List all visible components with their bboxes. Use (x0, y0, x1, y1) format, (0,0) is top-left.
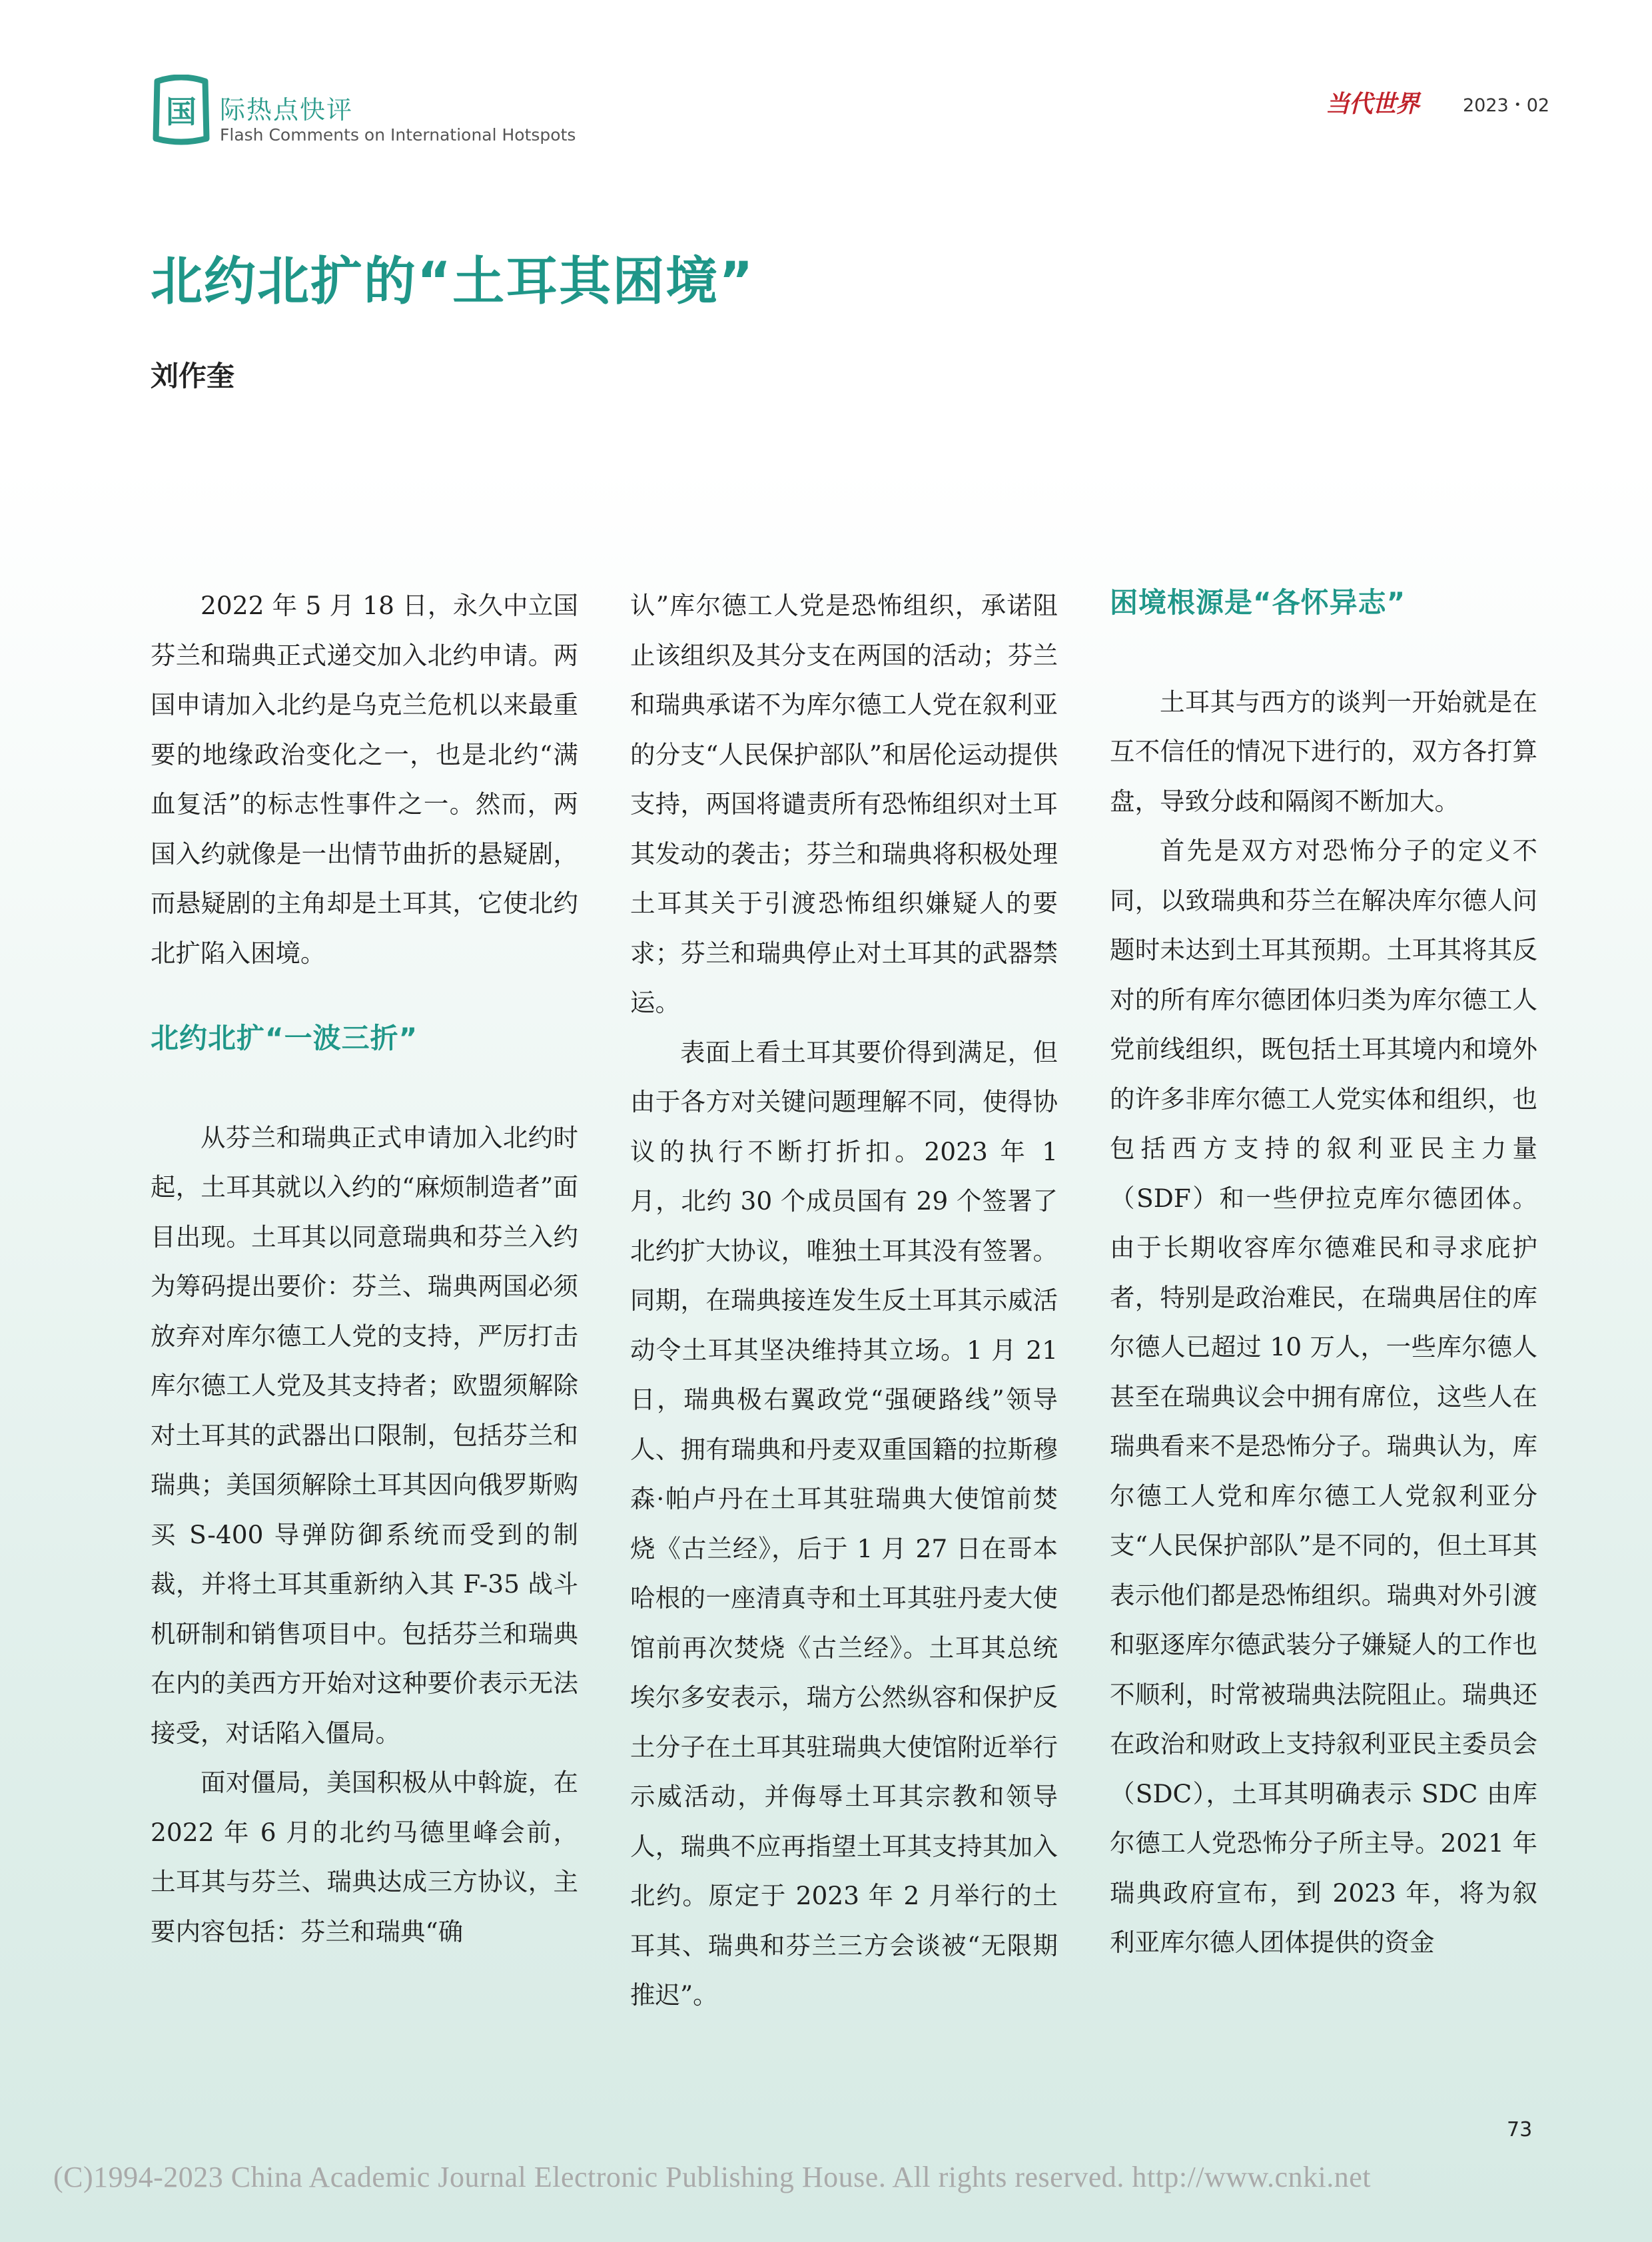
paragraph: 2022 年 5 月 18 日，永久中立国芬兰和瑞典正式递交加入北约申请。两国申请加入北约是乌克兰危机以来最重要的地缘政治变化之一，也是北约“满血复活”的标志性事件之一。然而，两国入约就像是一出情节曲折的悬疑剧，而悬疑剧的主角却是土耳其，它使北约北扩陷入困境。 (151, 591, 578, 968)
magazine-logo: 当代世界 (1326, 90, 1420, 118)
text-column-3 (1110, 578, 1537, 1968)
issue-number: 2023・02 (1463, 95, 1550, 116)
column-subtitle: Flash Comments on International Hotspots (220, 125, 576, 145)
text-column-1 (151, 581, 578, 1956)
column-logo-icon (151, 75, 212, 145)
column-logo-char: 国 (166, 94, 197, 130)
page-number: 73 (1507, 2118, 1533, 2141)
section-heading: 北约北扩“一波三折” (151, 1022, 418, 1054)
paragraph: 面对僵局，美国积极从中斡旋，在 2022 年 6 月的北约马德里峰会前，土耳其与芬兰、瑞典达成三方协议，主要内容包括：芬兰和瑞典“确 (151, 1768, 578, 1946)
paragraph: 土耳其与西方的谈判一开始就是在互不信任的情况下进行的，双方各打算盘，导致分歧和隔阂不断加大。 (1110, 687, 1537, 816)
copyright-notice: (C)1994-2023 China Academic Journal Electronic Publishing House. All rights reserved. http://www.cnki.net (53, 2161, 1371, 2193)
column-title: 际热点快评 (220, 95, 354, 125)
paragraph: 首先是双方对恐怖分子的定义不同，以致瑞典和芬兰在解决库尔德人问题时未达到土耳其预期。土耳其将其反对的所有库尔德团体归类为库尔德工人党前线组织，既包括土耳其境内和境外的许多非库尔德工人党实体和组织，也包括西方支持的叙利亚民主力量（SDF）和一些伊拉克库尔德团体。由于长期收容库尔德难民和寻求庇护者，特别是政治难民，在瑞典居住的库尔德人已超过 10 万人，一些库尔德人甚至在瑞典议会中拥有席位，这些人在瑞典看来不是恐怖分子。瑞典认为，库尔德工人党和库尔德工人党叙利亚分支“人民保护部队”是不同的，但土耳其表示他们都是恐怖组织。瑞典对外引渡和驱逐库尔德武装分子嫌疑人的工作也不顺利，时常被瑞典法院阻止。瑞典还在政治和财政上支持叙利亚民主委员会（SDC），土耳其明确表示 SDC 由库尔德工人党恐怖分子所主导。2021 年瑞典政府宣布，到 2023 年，将为叙利亚库尔德人团体提供的资金 (1110, 836, 1537, 1957)
paragraph: 表面上看土耳其要价得到满足，但由于各方对关键问题理解不同，使得协议的执行不断打折扣。2023 年 1 月，北约 30 个成员国有 29 个签署了北约扩大协议，唯独土耳其没有签署。同期，在瑞典接连发生反土耳其示威活动令土耳其坚决维持其立场。1 月 21 日，瑞典极右翼政党“强硬路线”领导人、拥有瑞典和丹麦双重国籍的拉斯穆森·帕卢丹在土耳其驻瑞典大使馆前焚烧《古兰经》，后于 1 月 27 日在哥本哈根的一座清真寺和土耳其驻丹麦大使馆前再次焚烧《古兰经》。土耳其总统埃尔多安表示，瑞方公然纵容和保护反土分子在土耳其驻瑞典大使馆附近举行示威活动，并侮辱土耳其宗教和领导人，瑞典不应再指望土耳其支持其加入北约。原定于 2023 年 2 月举行的土耳其、瑞典和芬兰三方会谈被“无限期推迟”。 (630, 1037, 1058, 2010)
section-heading: 困境根源是“各怀异志” (1110, 586, 1406, 619)
text-column-2 (630, 581, 1058, 2020)
paragraph: 认”库尔德工人党是恐怖组织，承诺阻止该组织及其分支在两国的活动；芬兰和瑞典承诺不为库尔德工人党在叙利亚的分支“人民保护部队”和居伦运动提供支持，两国将谴责所有恐怖组织对土耳其发动的袭击；芬兰和瑞典将积极处理土耳其关于引渡恐怖组织嫌疑人的要求；芬兰和瑞典停止对土耳其的武器禁运。 (630, 591, 1058, 1017)
article-title: 北约北扩的“土耳其困境” (151, 252, 755, 312)
paragraph: 从芬兰和瑞典正式申请加入北约时起，土耳其就以入约的“麻烦制造者”面目出现。土耳其以同意瑞典和芬兰入约为筹码提出要价：芬兰、瑞典两国必须放弃对库尔德工人党的支持，严厉打击库尔德工人党及其支持者；欧盟须解除对土耳其的武器出口限制，包括芬兰和瑞典；美国须解除土耳其因向俄罗斯购买 S-400 导弹防御系统而受到的制裁，并将土耳其重新纳入其 F-35 战斗机研制和销售项目中。包括芬兰和瑞典在内的美西方开始对这种要价表示无法接受，对话陷入僵局。 (151, 1122, 578, 1748)
article-author: 刘作奎 (151, 360, 235, 392)
